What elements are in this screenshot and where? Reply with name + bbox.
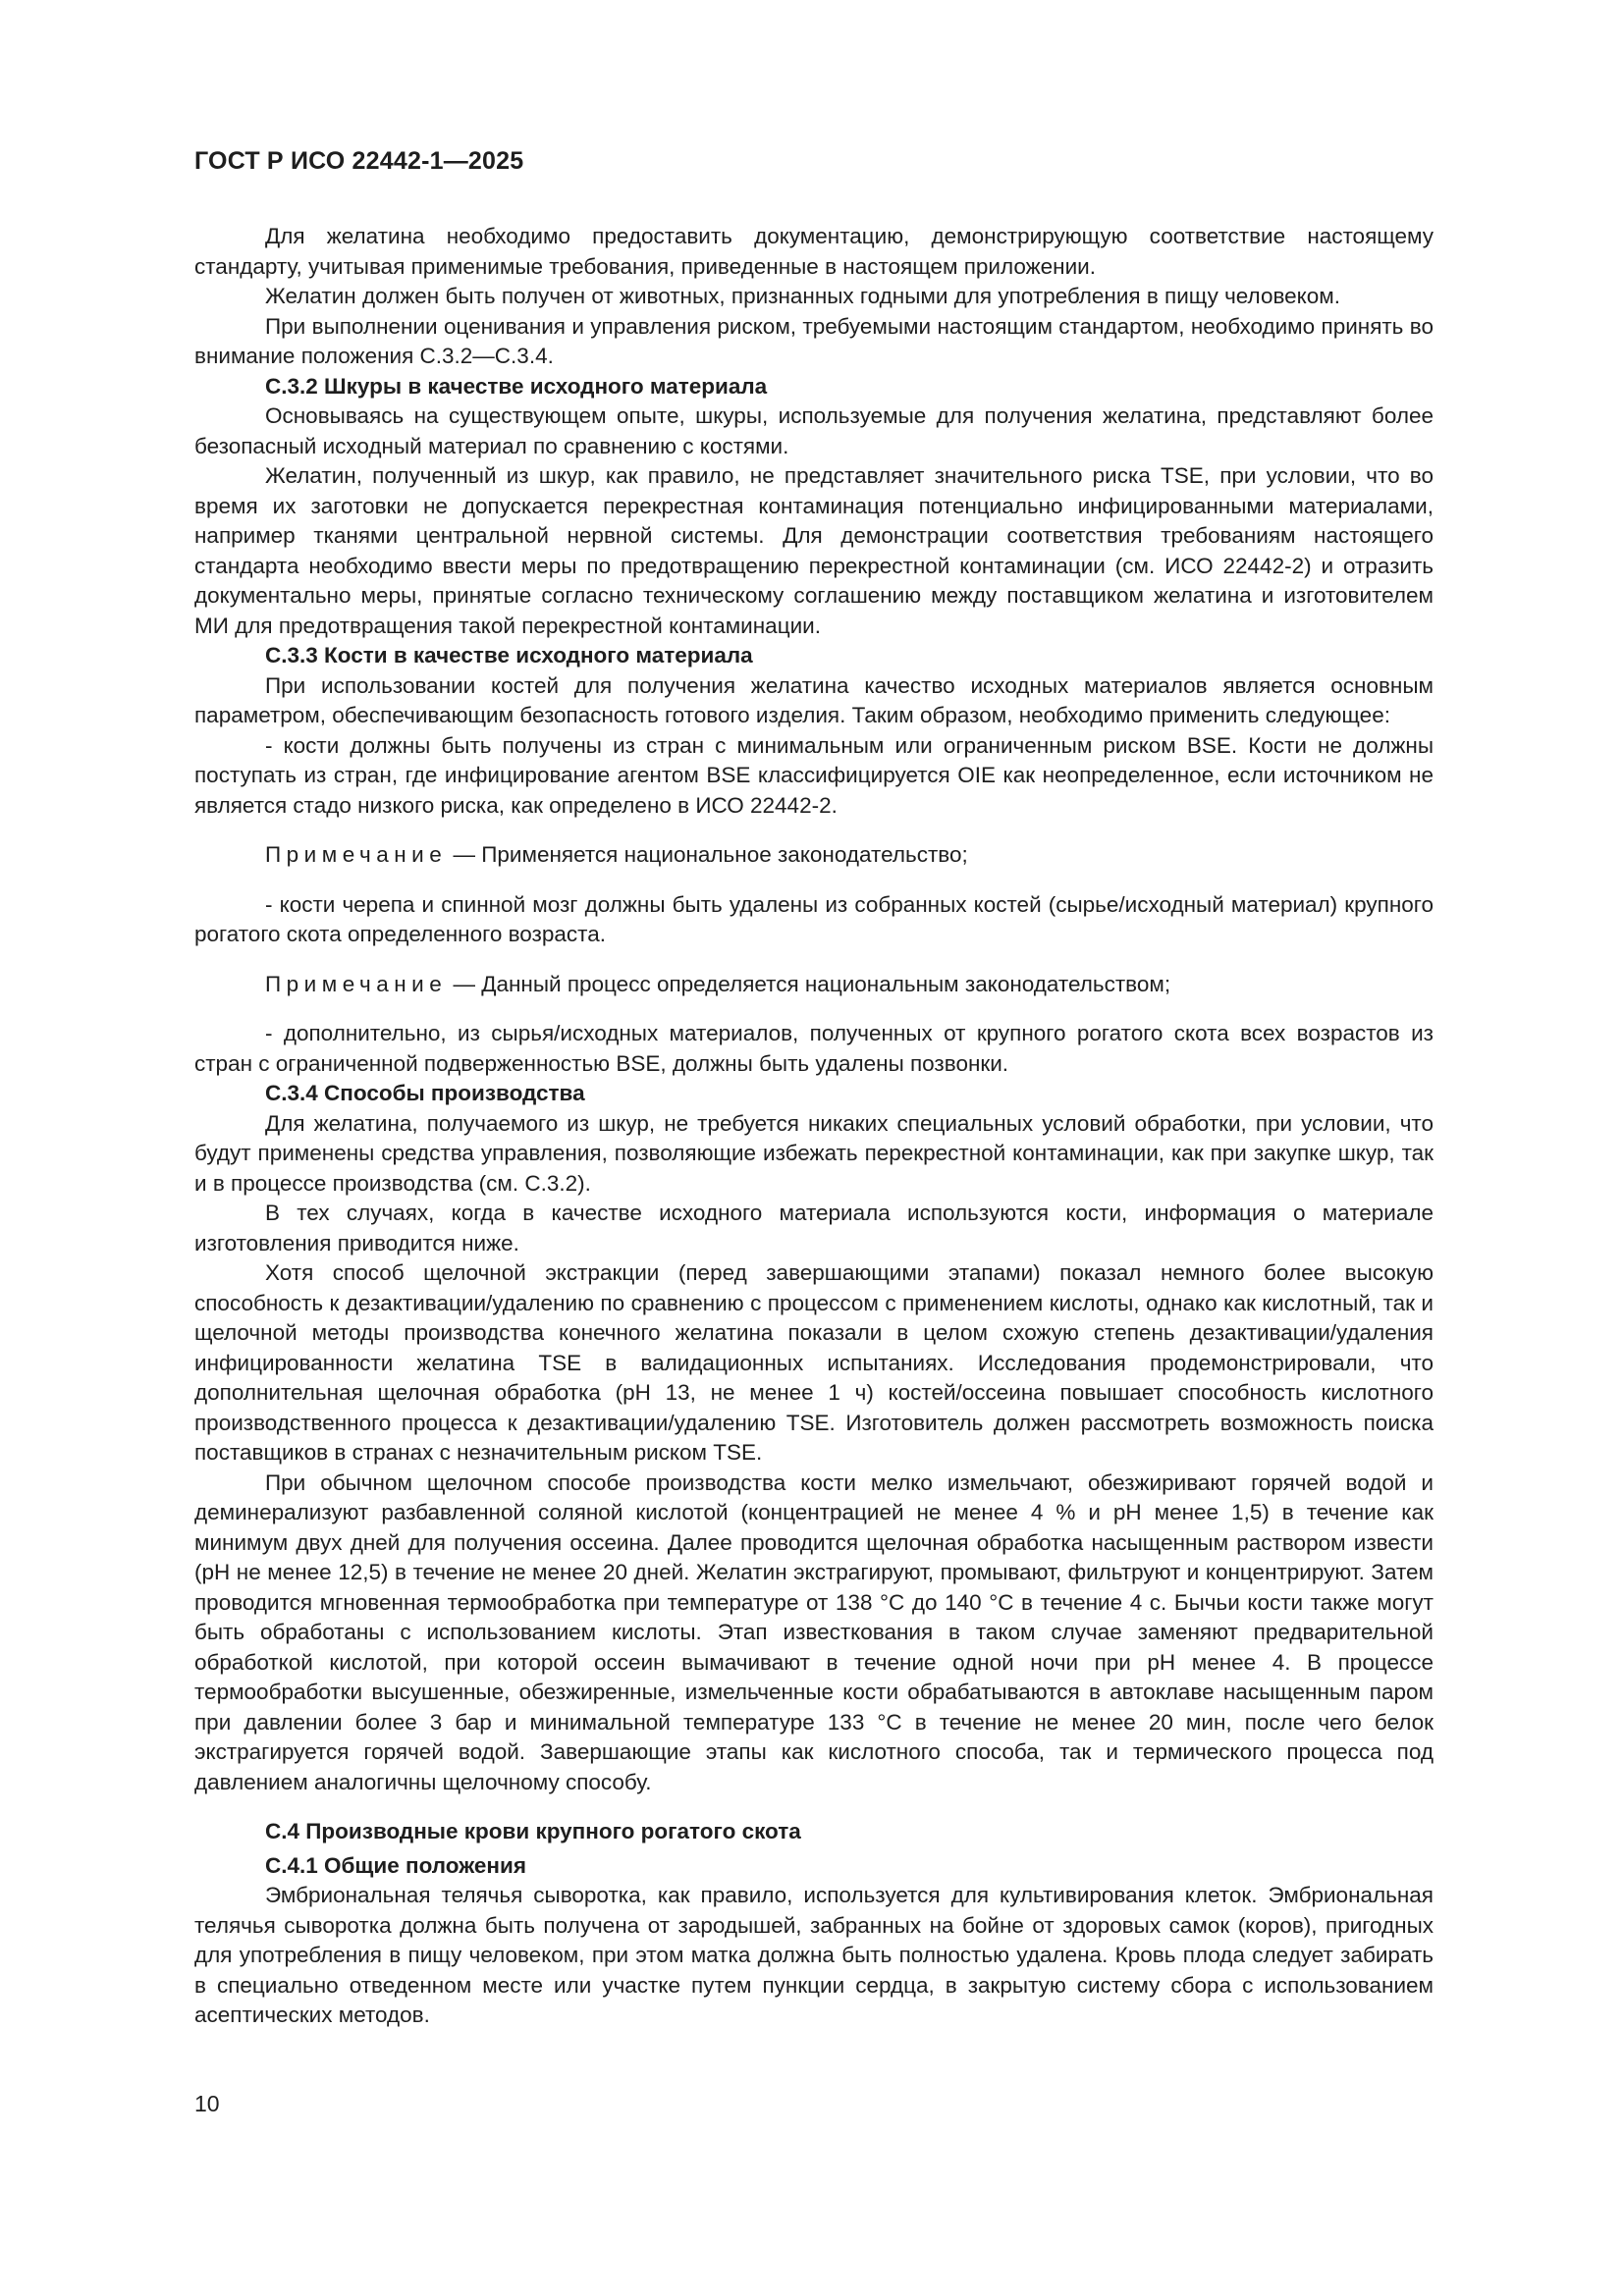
- paragraph: Желатин должен быть получен от животных, признанных годными для употребления в пищу человеком.: [265, 284, 1340, 308]
- section-heading-c41: C.4.1 Общие положения: [265, 1852, 526, 1878]
- note: [194, 970, 1434, 1000]
- paragraph: Основываясь на существующем опыте, шкуры, используемые для получения желатина, представляют более безопасный исходный материал по сравнению с костями.: [194, 403, 1434, 458]
- paragraph: Для желатина, получаемого из шкур, не требуется никаких специальных условий обработки, при условии, что будут применены средства управления, позволяющие избежать перекрестной контаминации, как при закупке шкур, так и в процессе производства (см. C.3.2).: [194, 1110, 1434, 1196]
- list-item: - дополнительно, из сырья/исходных материалов, полученных от крупного рогатого скота всех возрастов из стран с ограниченной подверженностью BSE, должны быть удалены позвонки.: [194, 1021, 1434, 1076]
- section-heading-c33: C.3.3 Кости в качестве исходного материала: [265, 643, 753, 667]
- note-label: Примечание: [265, 971, 448, 996]
- section-heading-c4: C.4 Производные крови крупного рогатого скота: [265, 1819, 801, 1843]
- section-heading-c34: C.3.4 Способы производства: [265, 1081, 585, 1105]
- paragraph: При выполнении оценивания и управления риском, требуемыми настоящим стандартом, необходимо принять во внимание положения C.3.2—C.3.4.: [194, 313, 1434, 368]
- paragraph: Эмбриональная телячья сыворотка, как правило, используется для культивирования клеток. Эмбриональная телячья сыворотка должна быть получена от зародышей, забранных на бойне от здоровых самок (коров), пригодных для употребления в пищу человеком, при этом матка должна быть полностью удалена. Кровь плода следует забирать в специально отведенном месте или участке путем пункции сердца, в закрытую систему сбора с использованием асептических методов.: [194, 1883, 1434, 2027]
- paragraph: В тех случаях, когда в качестве исходного материала используются кости, информация о материале изготовления приводится ниже.: [194, 1201, 1434, 1255]
- note-text: — Данный процесс определяется национальным законодательством;: [447, 971, 1171, 996]
- section-heading-c32: C.3.2 Шкуры в качестве исходного материала: [265, 373, 768, 399]
- list-item: - кости должны быть получены из стран с минимальным или ограниченным риском BSE. Кости не должны поступать из стран, где инфицирование агентом BSE классифицируется OIE как неопределенное, если источником не является стадо низкого риска, как определено в ИСО 22442-2.: [194, 732, 1434, 818]
- note-text: — Применяется национальное законодательство;: [447, 842, 968, 867]
- paragraph: При обычном щелочном способе производства кости мелко измельчают, обезжиривают горячей водой и деминерализуют разбавленной соляной кислотой (концентрацией не менее 4 % и pH менее 1,5) в течение как минимум двух дней для получения оссеина. Далее проводится щелочная обработка насыщенным раствором извести (pH не менее 12,5) в течение не менее 20 дней. Желатин экстрагируют, промывают, фильтруют и концентрируют. Затем проводится мгновенная термообработка при температуре от 138 °C до 140 °C в течение 4 с. Бычьи кости также могут быть обработаны с использованием кислоты. Этап известкования в таком случае заменяют предварительной обработкой кислотой, при которой оссеин вымачивают в течение одной ночи при pH менее 4. В процессе термообработки высушенные, обезжиренные, измельченные кости обрабатываются в автоклаве насыщенным паром при давлении более 3 бар и минимальной температуре 133 °C в течение не менее 20 мин, после чего белок экстрагируется горячей водой. Завершающие этапы как кислотного способа, так и термического процесса под давлением аналогичны щелочному способу.: [194, 1469, 1434, 1794]
- list-item: - кости черепа и спинной мозг должны быть удалены из собранных костей (сырье/исходный материал) крупного рогатого скота определенного возраста.: [194, 891, 1434, 946]
- page-number: 10: [194, 2091, 220, 2116]
- paragraph: При использовании костей для получения желатина качество исходных материалов является основным параметром, обеспечивающим безопасность готового изделия. Таким образом, необходимо применить следующее:: [194, 672, 1434, 727]
- note: [194, 840, 1434, 871]
- paragraph: Для желатина необходимо предоставить документацию, демонстрирующую соответствие настоящему стандарту, учитывая применимые требования, приведенные в настоящем приложении.: [194, 224, 1434, 279]
- paragraph: Желатин, полученный из шкур, как правило, не представляет значительного риска TSE, при условии, что во время их заготовки не допускается перекрестная контаминация потенциально инфицированными материалами, например тканями центральной нервной системы. Для демонстрации соответствия требованиям настоящего стандарта необходимо ввести меры по предотвращению перекрестной контаминации (см. ИСО 22442-2) и отразить документально меры, принятые согласно техническому соглашению между поставщиком желатина и изготовителем МИ для предотвращения такой перекрестной контаминации.: [194, 463, 1434, 638]
- document-header-title: ГОСТ Р ИСО 22442-1—2025: [194, 147, 524, 175]
- note-label: Примечание: [265, 842, 448, 867]
- document-body: [194, 222, 1434, 2031]
- paragraph: Хотя способ щелочной экстракции (перед завершающими этапами) показал немного более высокую способность к дезактивации/удалению по сравнению с процессом с применением кислоты, однако как кислотный, так и щелочной методы производства конечного желатина показали в целом схожую степень дезактивации/удаления инфицированности желатина TSE в валидационных испытаниях. Исследования продемонстрировали, что дополнительная щелочная обработка (pH 13, не менее 1 ч) костей/оссеина повышает способность кислотного производственного процесса к дезактивации/удалению TSE. Изготовитель должен рассмотреть возможность поиска поставщиков в странах с незначительным риском TSE.: [194, 1260, 1434, 1465]
